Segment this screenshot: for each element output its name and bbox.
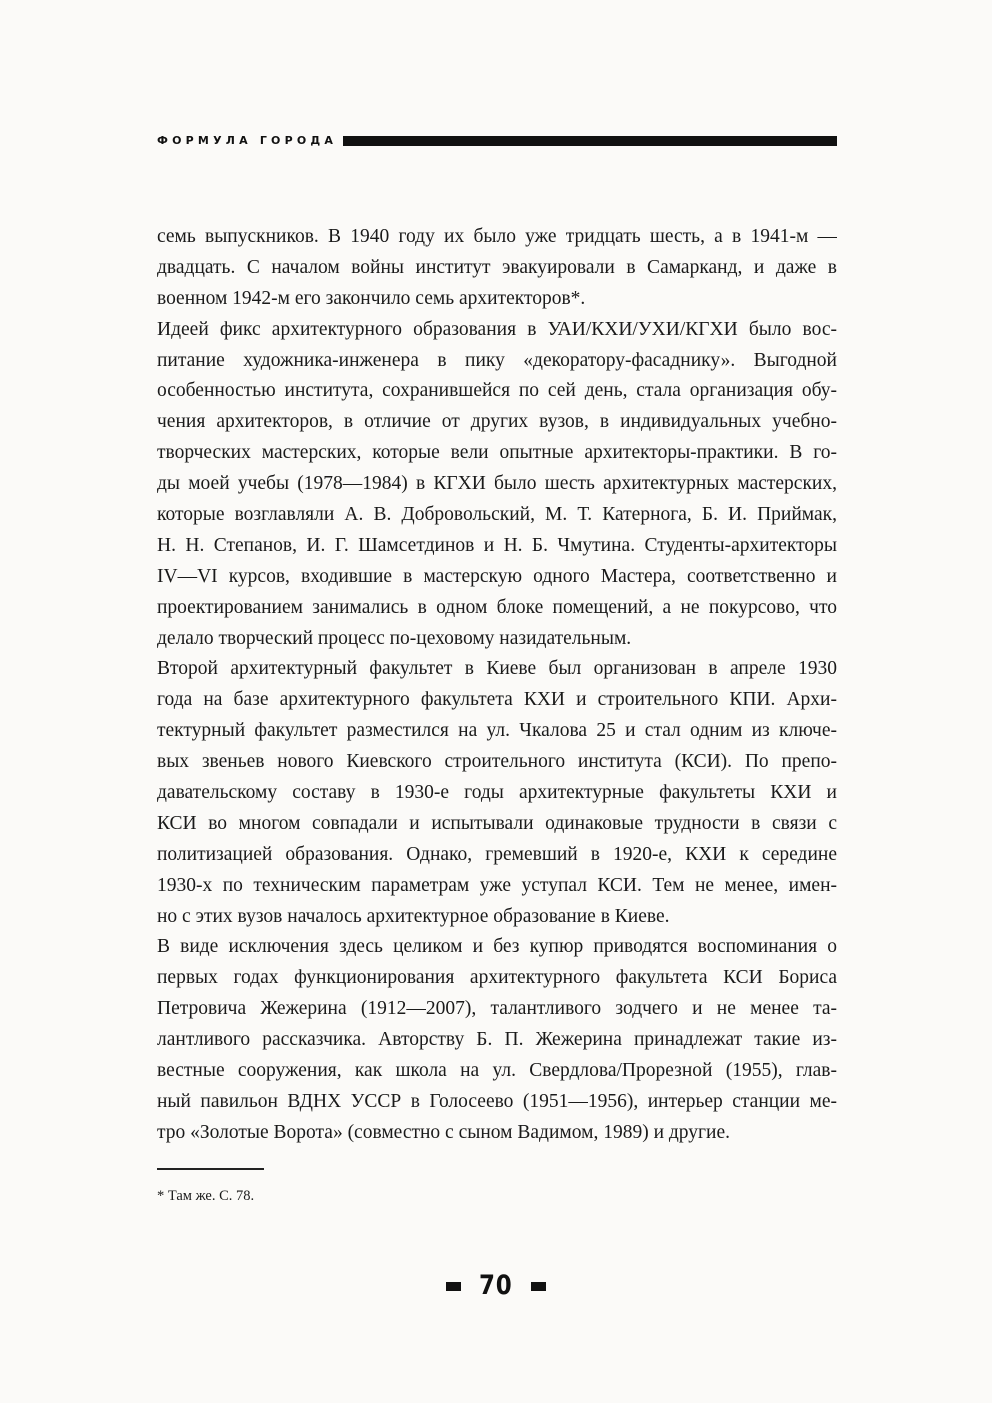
text-line: тро «Золотые Ворота» (совместно с сыном Вадимом, 1989) и другие. xyxy=(157,1121,731,1143)
text-line: Н. Н. Степанов, И. Г. Шамсетдинов и Н. Б. Чмутина. Студенты-архитекторы xyxy=(157,534,837,556)
header-rule xyxy=(343,136,837,146)
text-line: Второй архитектурный факультет в Киеве был организован в апреле 1930 xyxy=(157,658,837,680)
text-line: ды моей учебы (1978—1984) в КГХИ было шесть архитектурных мастерских, xyxy=(157,473,837,495)
folio-right-mark xyxy=(531,1282,546,1291)
folio-left-mark xyxy=(446,1282,461,1291)
running-header xyxy=(157,133,837,149)
body-text xyxy=(157,222,837,1149)
text-line: политизацией образования. Однако, гремевший в 1920-е, КХИ к середине xyxy=(157,843,837,865)
text-line: проектированием занимались в одном блоке помещений, а не покурсово, что xyxy=(157,596,837,618)
footnote: * Там же. С. 78. xyxy=(157,1188,255,1204)
text-line: давательскому составу в 1930-е годы архитектурные факультеты КХИ и xyxy=(157,782,837,804)
page-footer xyxy=(0,1270,992,1302)
text-line: 1930-х по техническим параметрам уже уступал КСИ. Тем не менее, имен- xyxy=(157,874,837,896)
text-line: Петровича Жежерина (1912—2007), талантливого зодчего и не менее та- xyxy=(157,998,837,1020)
text-line: КСИ во многом совпадали и испытывали одинаковые трудности в связи с xyxy=(157,812,837,834)
text-line: но с этих вузов началось архитектурное образование в Киеве. xyxy=(157,905,670,927)
text-line: двадцать. С началом войны институт эвакуировали в Самарканд, и даже в xyxy=(157,256,837,278)
text-line: которые возглавляли А. В. Добровольский, М. Т. Катернога, Б. И. Приймак, xyxy=(157,504,837,526)
text-line: В виде исключения здесь целиком и без купюр приводятся воспоминания о xyxy=(157,936,837,958)
text-line: военном 1942-м его закончило семь архитекторов*. xyxy=(157,287,586,309)
text-line: вестные сооружения, как школа на ул. Свердлова/Прорезной (1955), глав- xyxy=(157,1060,837,1082)
text-line: IV—VI курсов, входившие в мастерскую одного Мастера, соответственно и xyxy=(157,565,837,587)
text-line: творческих мастерских, которые вели опытные архитекторы-практики. В го- xyxy=(157,442,837,464)
text-line: первых годах функционирования архитектурного факультета КСИ Бориса xyxy=(157,967,837,989)
running-title: ФОРМУЛА ГОРОДА xyxy=(157,134,338,147)
page-number: 70 xyxy=(479,1270,513,1301)
text-line: особенностью института, сохранившейся по сей день, стала организация обу- xyxy=(157,380,837,402)
text-line: Идеей фикс архитектурного образования в УАИ/КХИ/УХИ/КГХИ было вос- xyxy=(157,318,837,340)
text-line: семь выпускников. В 1940 году их было уже тридцать шесть, а в 1941-м — xyxy=(157,226,837,247)
text-line: вых звеньев нового Киевского строительного института (КСИ). По препо- xyxy=(157,751,837,773)
text-line: ный павильон ВДНХ УССР в Голосеево (1951—1956), интерьер станции ме- xyxy=(157,1090,837,1112)
text-line: чения архитекторов, в отличие от других вузов, в индивидуальных учебно- xyxy=(157,411,837,433)
text-line: лантливого рассказчика. Авторству Б. П. Жежерина принадлежат такие из- xyxy=(157,1029,837,1051)
footnote-rule xyxy=(157,1168,264,1170)
text-line: года на базе архитектурного факультета КХИ и строительного КПИ. Архи- xyxy=(157,689,837,711)
text-line: делало творческий процесс по-цеховому назидательным. xyxy=(157,627,632,649)
text-line: питание художника-инженера в пику «декоратору-фасаднику». Выгодной xyxy=(157,349,837,371)
text-line: тектурный факультет разместился на ул. Чкалова 25 и стал одним из ключе- xyxy=(157,720,837,742)
